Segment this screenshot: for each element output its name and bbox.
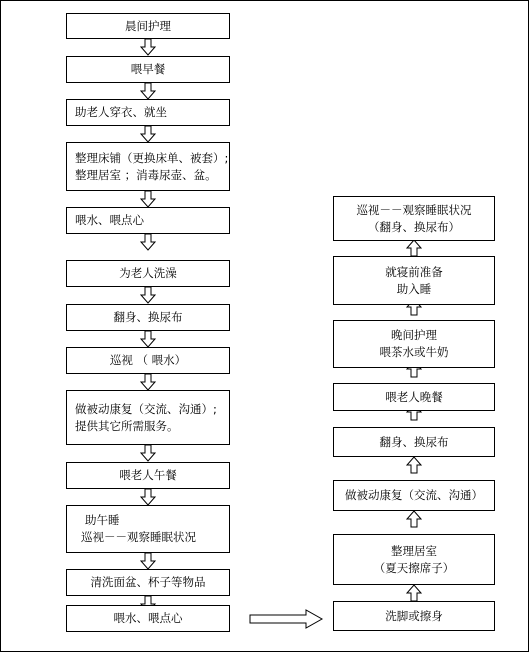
- arrow-down: [141, 126, 155, 142]
- step-patrol-water: [66, 347, 230, 374]
- arrow-up: [407, 457, 421, 473]
- step-label-line2: （翻身、换尿布）: [368, 219, 460, 234]
- step-evening-care: [333, 320, 495, 368]
- step-label: 洗脚或擦身: [385, 608, 443, 623]
- step-label: 喂早餐: [130, 62, 166, 76]
- step-label-line1: 巡视－－观察睡眠状况: [356, 202, 472, 217]
- step-label: 做被动康复（交流、沟通）: [345, 488, 483, 502]
- step-label: 喂水、喂点心: [113, 611, 183, 625]
- arrow-down: [141, 445, 155, 461]
- step-label-line1: 就寝前准备: [385, 264, 443, 279]
- step-label: 喂老人午餐: [119, 468, 177, 482]
- step-tidy-bed-room: [66, 142, 230, 191]
- step-label: 晨间护理: [125, 18, 171, 33]
- step-wash-items: [66, 569, 230, 596]
- arrow-down: [141, 374, 155, 390]
- step-label: 清洗面盆、杯子等物品: [90, 575, 206, 589]
- arrow-down: [141, 191, 155, 207]
- step-label-line2: （夏天擦席子）: [373, 560, 455, 575]
- step-turn-diaper-pm: [333, 427, 495, 457]
- arrow-down: [141, 234, 155, 250]
- step-label: 为老人洗澡: [119, 266, 177, 280]
- step-dress-seat: [66, 99, 230, 126]
- arrow-up: [407, 585, 421, 601]
- step-water-snack-am: [66, 207, 230, 234]
- step-morning-care: [66, 13, 230, 39]
- step-label-line2: 助入睡: [396, 281, 432, 296]
- arrow-up: [407, 240, 421, 256]
- step-label: 翻身、换尿布: [113, 310, 183, 324]
- step-label-line2: 喂茶水或牛奶: [379, 345, 449, 359]
- step-label: 巡视 （ 喂水）: [109, 353, 187, 367]
- step-breakfast: [66, 56, 230, 83]
- step-lunch: [66, 462, 230, 489]
- connector-arrow: [250, 610, 322, 628]
- arrow-down: [141, 553, 155, 569]
- step-label: 翻身、换尿布: [379, 434, 449, 449]
- step-label: 喂水、喂点心: [75, 213, 144, 227]
- step-label-line1: 晚间护理: [391, 328, 437, 342]
- step-label-line1: 做被动康复（交流、沟通）;: [75, 401, 217, 416]
- step-label-line2: 整理居室 ；消毒尿壶、盆。: [75, 167, 217, 182]
- step-label-line2: 提供其它所需服务。: [75, 418, 179, 433]
- arrow-up: [407, 511, 421, 527]
- step-tidy-room-pm: [333, 534, 495, 585]
- step-label-line1: 整理床铺（更换床单、被套）;: [75, 150, 229, 165]
- step-label-line1: 整理居室: [391, 543, 437, 558]
- step-turn-diaper-am: [66, 304, 230, 331]
- step-label-line1: 助午睡: [85, 513, 120, 527]
- step-bath: [66, 260, 230, 287]
- step-label-line2: 巡视－－观察睡眠状况: [81, 530, 196, 544]
- step-label: 喂老人晚餐: [385, 389, 443, 404]
- step-rehab-pm: [333, 480, 495, 511]
- step-night-patrol: [333, 196, 495, 241]
- arrow-down: [141, 287, 155, 303]
- step-rehab-services: [66, 390, 230, 445]
- step-water-snack-pm: [66, 605, 230, 632]
- arrow-down: [141, 39, 155, 55]
- arrow-down: [141, 489, 155, 505]
- step-bedtime-prep: [333, 256, 495, 305]
- step-nap-patrol: [66, 505, 230, 553]
- step-dinner: [333, 383, 495, 411]
- step-label: 助老人穿衣、就坐: [75, 105, 167, 119]
- arrow-down: [141, 83, 155, 99]
- arrow-down: [141, 331, 155, 347]
- step-wash-feet: [333, 601, 495, 631]
